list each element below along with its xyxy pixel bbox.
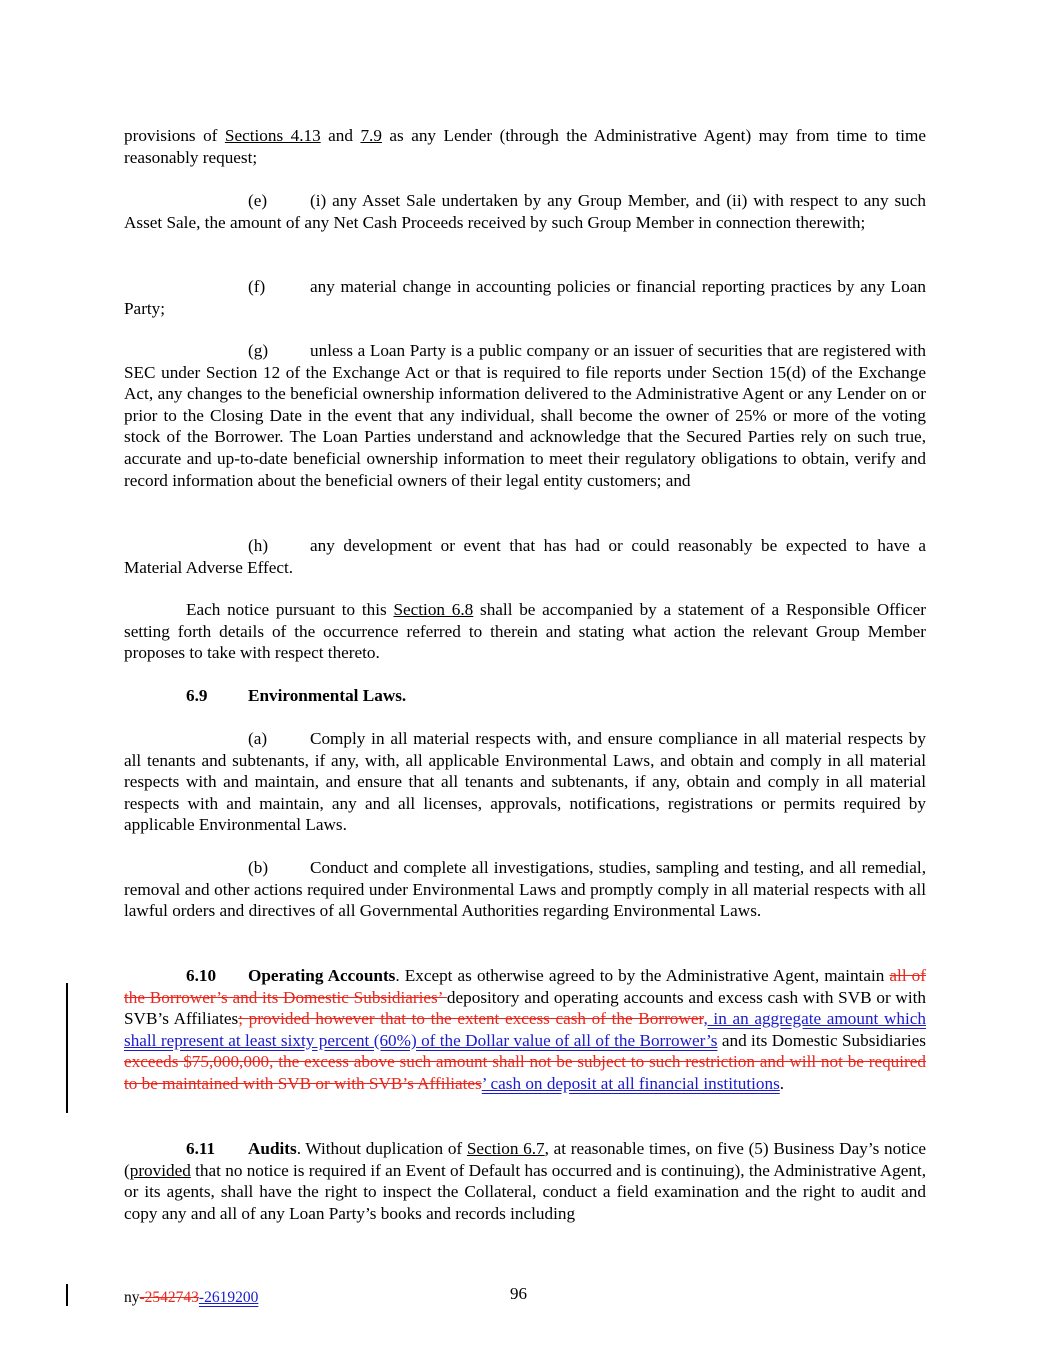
deleted-text: all of the Borrower’s and its Domestic Subsidiaries’ bbox=[124, 966, 927, 1007]
clause-a bbox=[124, 728, 926, 836]
text: and bbox=[320, 126, 361, 145]
text: . Except as otherwise agreed to by the Administrative Agent, maintain bbox=[395, 966, 890, 985]
clause-b bbox=[124, 857, 926, 922]
text: , at reasonable times, on five (5) Business Day’s notice ( bbox=[124, 1139, 926, 1180]
text: . bbox=[779, 1073, 785, 1093]
emphasis-text: provided bbox=[129, 1160, 191, 1180]
text: . Without duplication of bbox=[296, 1139, 467, 1158]
clause-f bbox=[124, 276, 926, 319]
section-number: 6.10 bbox=[186, 966, 217, 985]
inserted-text: ’ cash on deposit at all financial institutions bbox=[481, 1073, 780, 1093]
section-reference: Section 6.7 bbox=[466, 1139, 545, 1158]
section-number: 6.11 bbox=[186, 1139, 216, 1158]
text: and its Domestic Subsidiaries bbox=[717, 1030, 926, 1050]
text: provisions of bbox=[124, 126, 225, 145]
notice-paragraph bbox=[124, 599, 926, 664]
text: that no notice is required if an Event of Default has occurred and is continuing), the Administrative Agent, or its agents, shall have the right to inspect the Collateral, conduct a field examination and the right to audit and copy any and all of any Loan Party’s books and records including bbox=[124, 1160, 926, 1223]
page-number: 96 bbox=[510, 1284, 527, 1303]
section-title: Environmental Laws. bbox=[248, 686, 407, 705]
deleted-document-id: -2542743 bbox=[139, 1289, 199, 1306]
section-title: Operating Accounts bbox=[248, 966, 396, 985]
clause-h bbox=[124, 535, 926, 578]
section-number: 6.9 bbox=[186, 686, 208, 705]
clause-label: (a) bbox=[248, 729, 268, 748]
footer-change-bar bbox=[66, 1284, 68, 1306]
section-heading-6-9 bbox=[186, 685, 406, 707]
clause-label: (g) bbox=[248, 341, 269, 360]
text: shall be accompanied by a statement of a Responsible Officer setting forth details of the occurrence referred to therein and stating what action the relevant Group Member proposes to take with respect thereto. bbox=[124, 600, 926, 663]
paragraph-continuation bbox=[124, 125, 926, 168]
clause-label: (h) bbox=[248, 536, 269, 555]
deleted-text: provided bbox=[248, 1009, 310, 1029]
section-title: Audits bbox=[248, 1139, 297, 1158]
text: depository and operating accounts and excess cash with SVB or with SVB’s Affiliates bbox=[124, 987, 926, 1029]
inserted-document-id: -2619200 bbox=[198, 1289, 259, 1306]
deleted-text: ; bbox=[238, 1009, 249, 1029]
text: Each notice pursuant to this bbox=[186, 600, 394, 619]
clause-text: Conduct and complete all investigations, studies, sampling and testing, and all remedial, removal and other actions required under Environmental Laws and promptly comply in all material respects with all lawful orders and directives of all Governmental Authorities regarding Environmental Laws. bbox=[124, 858, 926, 921]
section-reference: Section 6.8 bbox=[393, 600, 474, 619]
clause-label: (b) bbox=[248, 858, 269, 877]
clause-text: any material change in accounting policies or financial reporting practices by any Loan Party; bbox=[124, 277, 926, 318]
clause-text: Comply in all material respects with, and ensure compliance in all material respects by all tenants and subtenants, if any, with, all applicable Environmental Laws, and obtain and comply in all material respects with and maintain, and ensure that all tenants and subtenants, if any, obtain and comply in all material respects with and maintain, any and all licenses, approvals, notifications, registrations or permits required by applicable Environmental Laws. bbox=[124, 729, 926, 835]
clause-e bbox=[124, 190, 926, 233]
clause-label: (e) bbox=[248, 191, 268, 210]
deleted-text: however that to the extent excess cash of the Borrower bbox=[309, 1009, 704, 1029]
section-reference: 7.9 bbox=[360, 126, 382, 145]
clause-text: unless a Loan Party is a public company or an issuer of securities that are registered with SEC under Section 12 of the Exchange Act or that is required to file reports under Section 15(d) of the Exchange Act, any changes to the beneficial ownership information delivered to the Administrative Agent or any Lender on or prior to the Closing Date in the event that any individual, shall become the owner of 25% or more of the voting stock of the Borrower. The Loan Parties understand and acknowledge that the Secured Parties rely on such true, accurate and up-to-date beneficial ownership information to meet their regulatory obligations to obtain, verify and record information about the beneficial owners of their legal entity customers; and bbox=[124, 341, 926, 490]
section-6-10 bbox=[124, 965, 926, 1095]
clause-g bbox=[124, 340, 926, 491]
section-6-11 bbox=[124, 1138, 926, 1224]
inserted-text: , in an aggregate amount which shall represent at least sixty percent (60%) of the Dollar value of all of the Borrower’s bbox=[124, 1009, 926, 1050]
clause-text: (i) any Asset Sale undertaken by any Group Member, and (ii) with respect to any such Asset Sale, the amount of any Net Cash Proceeds received by such Group Member in connection therewith; bbox=[124, 191, 926, 232]
section-reference: Sections 4.13 bbox=[224, 126, 321, 145]
document-id-prefix: ny bbox=[124, 1289, 140, 1306]
deleted-text: exceeds $75,000,000, the excess above such amount shall not be subject to such restriction and will not be required to be maintained with SVB or with SVB’s Affiliates bbox=[124, 1052, 926, 1093]
clause-label: (f) bbox=[248, 277, 266, 296]
text: as any Lender (through the Administrative Agent) may from time to time reasonably request; bbox=[124, 126, 926, 167]
document-id bbox=[124, 1287, 258, 1309]
change-bar bbox=[66, 983, 68, 1113]
clause-text: any development or event that has had or could reasonably be expected to have a Material Adverse Effect. bbox=[124, 536, 926, 577]
